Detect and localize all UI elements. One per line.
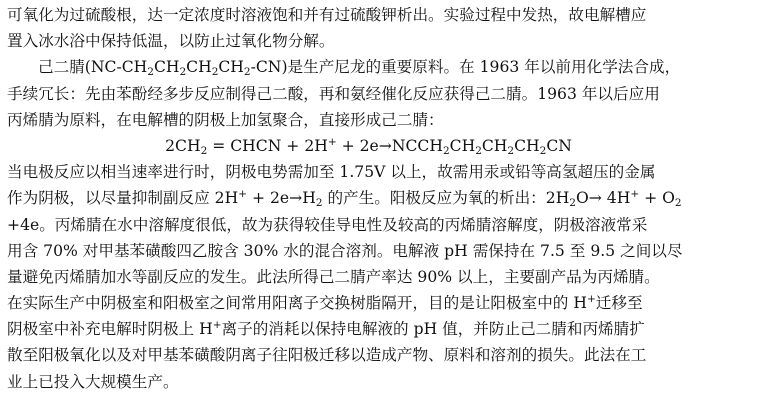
subscript: 2 (243, 66, 251, 79)
text-segment: CN (546, 136, 572, 155)
text-segment: 当电极反应以相当速率进行时，阴极电势需加至 1.75V 以上，故需用汞或铅等高氢超压的金属 (7, 163, 656, 182)
text-segment: + O (639, 189, 675, 208)
paragraph-start-line (7, 54, 754, 80)
text-segment: 己二腈(NC-CH (38, 58, 148, 77)
text-segment: 丙烯腈为原料，在电解槽的阴极上加氢聚合，直接形成己二腈： (7, 110, 444, 129)
superscript: + (630, 188, 640, 201)
subscript: 2 (539, 144, 547, 157)
superscript: + (238, 188, 248, 201)
subscript: 2 (569, 197, 576, 210)
text-segment: 在实际生产中阴极室和阳极室之间常用阳离子交换树脂隔开，目的是让阳极室中的 H (7, 294, 587, 313)
text-segment: 2CH (165, 136, 201, 155)
text-segment: 阴极室中补充电解时阴极上 H (7, 320, 213, 339)
subscript: 2 (442, 144, 450, 157)
text-segment: CH (481, 136, 508, 155)
subscript: 2 (475, 144, 482, 157)
text-line (7, 369, 754, 395)
superscript: + (212, 319, 222, 332)
text-segment: 手续冗长：先由苯酚经多步反应制得己二酸，再和氨经催化反应获得己二腈。1963 年以后应用 (7, 84, 660, 103)
text-segment: 散至阳极氧化以及对甲基苯磺酸阴离子往阳极迁移以造成产物、原料和溶剂的损失。此法在工 (7, 346, 647, 365)
subscript: 2 (507, 144, 515, 157)
subscript: 2 (315, 197, 323, 210)
text-segment: 可氧化为过硫酸根，达一定浓度时溶液饱和并有过硫酸钾析出。实验过程中发热，故电解槽应 (7, 6, 647, 24)
subscript: 2 (211, 66, 219, 79)
text-segment: 用含 70% 对甲基苯磺酸四乙胺含 30% 水的混合溶剂。电解液 pH 需保持在 7.5 至 9.5 之间以尽 (7, 241, 683, 260)
subscript: 2 (147, 66, 154, 79)
text-segment: 置入冰水浴中保持低温，以防止过氧化物分解。 (7, 32, 335, 51)
text-segment: 迁移至 (595, 294, 643, 313)
chemical-equation (7, 133, 754, 159)
text-line (7, 290, 754, 316)
subscript: 2 (200, 144, 208, 157)
superscript: + (586, 293, 596, 306)
text-segment: -CN)是生产尼龙的重要原料。在 1963 年以前用化学法合成， (250, 58, 681, 77)
text-segment: 量避免丙烯腈加水等副反应的发生。此法所得己二腈产率达 90% 以上，主要副产品为丙烯腈。 (7, 267, 660, 286)
text-line (7, 342, 754, 368)
text-line (7, 28, 754, 54)
text-line (7, 107, 754, 133)
text-segment: = CHCN + 2H (207, 136, 328, 155)
text-line (7, 238, 754, 264)
text-segment: CH (218, 58, 244, 77)
text-segment: +4e。丙烯腈在水中溶解度很低，故为获得较佳导电性及较高的丙烯腈溶解度，阴极溶液常采 (7, 215, 648, 234)
text-segment: 的产生。阳极反应为氧的析出：2H (322, 189, 570, 208)
text-segment: CH (514, 136, 540, 155)
text-line (7, 185, 754, 211)
superscript: + (327, 135, 337, 148)
text-line (7, 316, 754, 342)
text-line (7, 81, 754, 107)
text-line (7, 159, 754, 185)
text-segment: CH (449, 136, 476, 155)
subscript: 2 (179, 66, 187, 79)
text-line (7, 212, 754, 238)
text-segment: CH (153, 58, 180, 77)
text-segment: CH (186, 58, 212, 77)
text-line (7, 264, 754, 290)
text-line (7, 2, 754, 28)
text-segment: + 2e→H (247, 189, 316, 208)
subscript: 2 (674, 197, 682, 210)
text-segment: 离子的消耗以保持电解液的 pH 值，并防止己二腈和丙烯腈扩 (221, 320, 645, 339)
text-segment: + 2e→NCCH (336, 136, 443, 155)
text-segment: 作为阴极，以尽量抑制副反应 2H (7, 189, 239, 208)
text-segment: O→ 4H (575, 189, 631, 208)
text-segment: 业上已投入大规模生产。 (7, 372, 179, 391)
